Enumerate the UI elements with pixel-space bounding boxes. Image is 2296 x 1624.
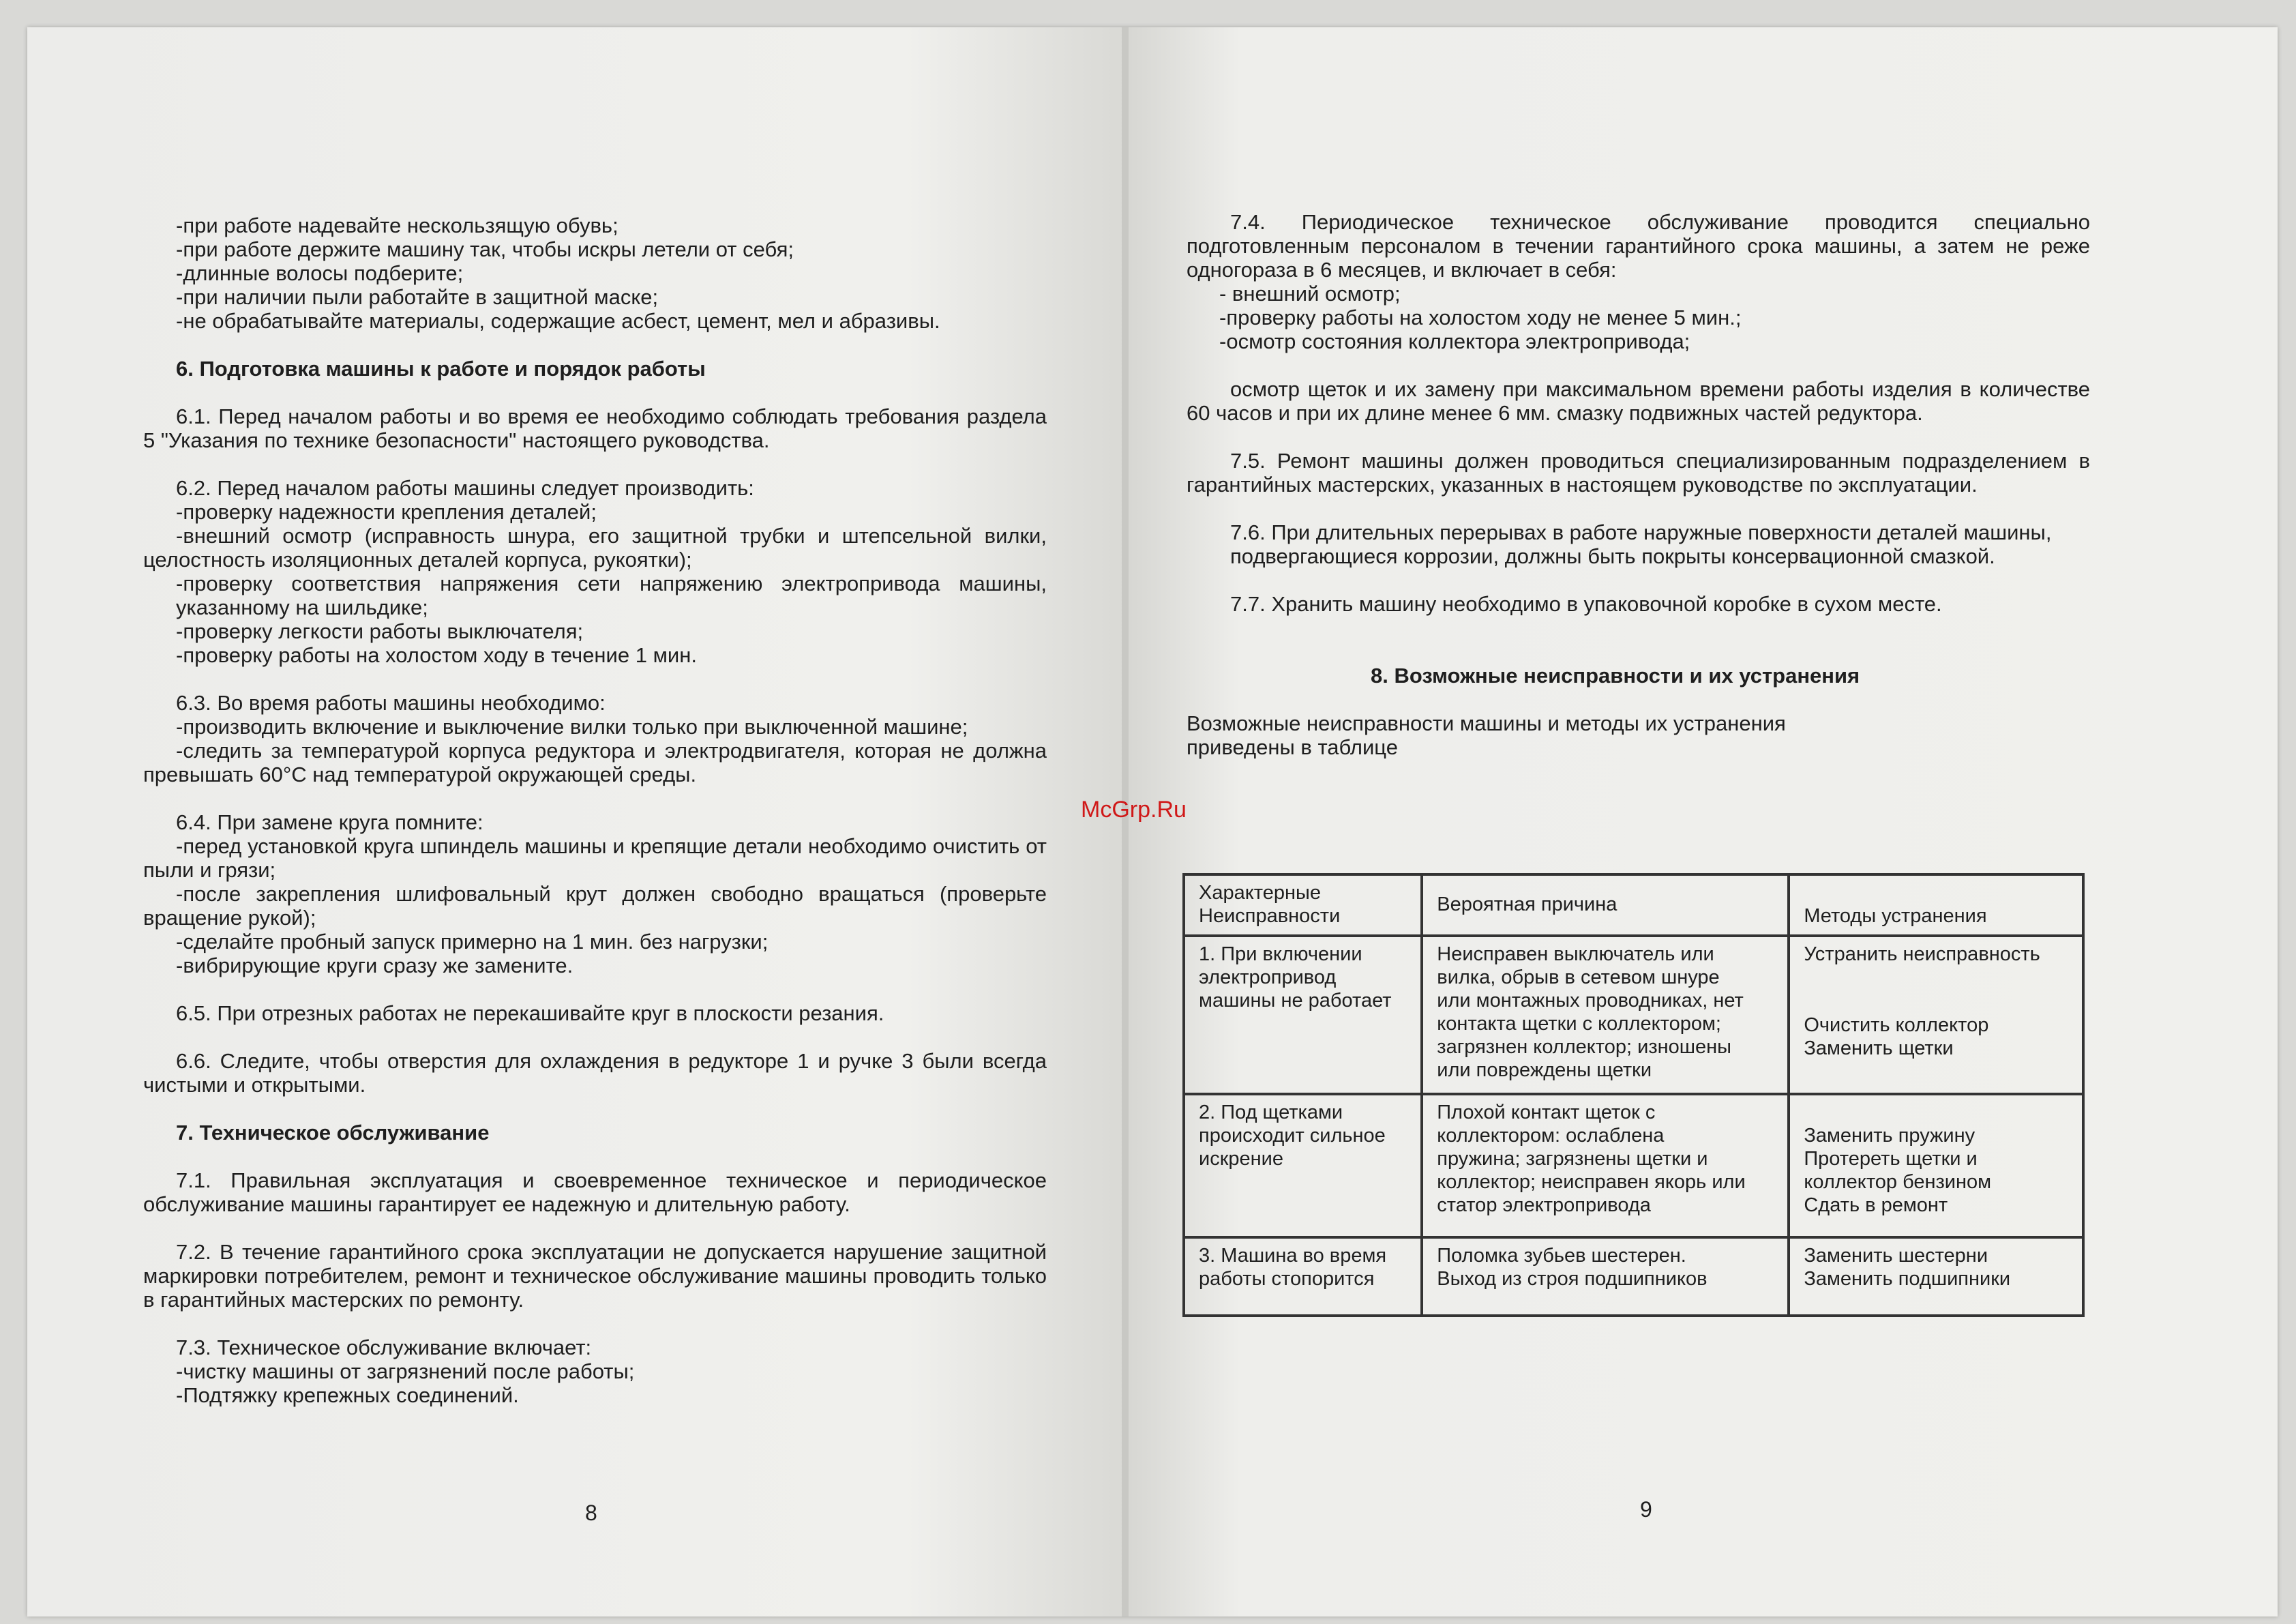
paragraph-6-1: 6.1. Перед началом работы и во время ее необходимо соблюдать требования раздела 5 "Указания по технике безопасности" настоящего руководства. [143, 404, 1047, 452]
paragraph-7-6-intro: 7.6. При длительных перерывах в работе наружные поверхности деталей машины, [1230, 520, 2052, 544]
paragraph-7-4-cont: осмотр щеток и их замену при максимальном времени работы изделия в количестве 60 часов и при их длине менее 6 мм. смазку подвижных частей редуктора. [1187, 377, 2090, 425]
table-intro: Возможные неисправности машины и методы их устранения приведены в таблице [1187, 711, 1786, 759]
paragraph-7-1: 7.1. Правильная эксплуатация и своевременное техническое и периодическое обслуживание машины гарантирует ее надежную и длительную работу. [143, 1168, 1047, 1216]
fault-cell: 1. При включении электропривод машины не работает [1184, 936, 1422, 1094]
header-cell: Методы устранения [1789, 874, 2083, 936]
list-item: -проверку работы на холостом ходу не менее 5 мин.; [1219, 306, 1742, 329]
right-page-text [1187, 210, 2090, 759]
list-item: - внешний осмотр; [1219, 282, 1401, 306]
list-item: -проверку соответствия напряжения сети напряжению электропривода машины, указанному на шильдике; [176, 572, 1047, 619]
table-row [1184, 1237, 2083, 1316]
fault-cell: 3. Машина во время работы стопорится [1184, 1237, 1422, 1316]
list-item: -осмотр состояния коллектора электропривода; [1219, 329, 1690, 353]
watermark: McGrp.Ru [1081, 797, 1187, 823]
list-item: -сделайте пробный запуск примерно на 1 мин. без нагрузки; [176, 930, 769, 954]
list-item: -после закрепления шлифовальный крут должен свободно вращаться (проверьте вращение рукой); [143, 882, 1047, 930]
section-8-title: 8. Возможные неисправности и их устранения [1371, 664, 1860, 688]
page-number-right: 9 [1640, 1497, 1652, 1522]
table-row [1184, 1094, 2083, 1237]
paragraph-6-5: 6.5. При отрезных работах не перекашивайте круг в плоскости резания. [176, 1001, 884, 1025]
faults-table [1182, 873, 2085, 1317]
list-item: -внешний осмотр (исправность шнура, его защитной трубки и штепсельной вилки, целостность изоляционных деталей корпуса, рукоятки); [143, 524, 1047, 572]
safety-line: -не обрабатывайте материалы, содержащие асбест, цемент, мел и абразивы. [176, 309, 940, 333]
left-page-text [143, 213, 1047, 1407]
safety-line: -при работе держите машину так, чтобы искры летели от себя; [176, 237, 794, 261]
section-7-title: 7. Техническое обслуживание [176, 1121, 490, 1145]
header-cell: Характерные Неисправности [1184, 874, 1422, 936]
safety-line: -длинные волосы подберите; [176, 261, 464, 285]
fix-cell: Устранить неисправность Очистить коллектор Заменить щетки [1789, 936, 2083, 1094]
paragraph-7-6-cont: подвергающиеся коррозии, должны быть покрыты консервационной смазкой. [1230, 544, 1995, 568]
safety-line: -при работе надевайте нескользящую обувь; [176, 213, 618, 237]
list-item: -проверку надежности крепления деталей; [176, 500, 597, 524]
page-number-left: 8 [585, 1501, 597, 1525]
table-row [1184, 936, 2083, 1094]
paragraph-7-2: 7.2. В течение гарантийного срока эксплуатации не допускается нарушение защитной маркировки потребителем, ремонт и техническое обслуживание машины проводить только в гарантийных мастерских по ремонту. [143, 1240, 1047, 1312]
fix-cell: Заменить шестерни Заменить подшипники [1789, 1237, 2083, 1316]
list-item: -проверку работы на холостом ходу в течение 1 мин. [176, 643, 697, 667]
list-item: -вибрирующие круги сразу же замените. [176, 954, 573, 977]
section-6-title: 6. Подготовка машины к работе и порядок работы [176, 357, 706, 381]
list-item: -чистку машины от загрязнений после работы; [176, 1359, 635, 1383]
cause-cell: Плохой контакт щеток с коллектором: ослаблена пружина; загрязнены щетки и коллектор; неисправен якорь или статор электропривода [1422, 1094, 1789, 1237]
fault-cell: 2. Под щетками происходит сильное искрение [1184, 1094, 1422, 1237]
fix-cell: Заменить пружину Протереть щетки и коллектор бензином Сдать в ремонт [1789, 1094, 2083, 1237]
list-item: -следить за температурой корпуса редуктора и электродвигателя, которая не должна превышать 60°С над температурой окружающей среды. [143, 739, 1047, 786]
paragraph-7-5: 7.5. Ремонт машины должен проводиться специализированным подразделением в гарантийных мастерских, указанных в настоящем руководстве по эксплуатации. [1187, 449, 2090, 497]
list-item: -перед установкой круга шпиндель машины и крепящие детали необходимо очистить от пыли и грязи; [143, 834, 1047, 882]
list-item: -производить включение и выключение вилки только при выключенной машине; [176, 715, 968, 739]
header-cell: Вероятная причина [1422, 874, 1789, 936]
paragraph-6-2-intro: 6.2. Перед началом работы машины следует производить: [176, 476, 754, 500]
paragraph-7-3-intro: 7.3. Техническое обслуживание включает: [176, 1335, 592, 1359]
cause-cell: Неисправен выключатель или вилка, обрыв в сетевом шнуре или монтажных проводниках, нет контакта щетки с коллектором; загрязнен коллектор; изношены или повреждены щетки [1422, 936, 1789, 1094]
safety-line: -при наличии пыли работайте в защитной маске; [176, 285, 659, 309]
paragraph-6-6: 6.6. Следите, чтобы отверстия для охлаждения в редукторе 1 и ручке 3 были всегда чистыми и открытыми. [143, 1049, 1047, 1097]
paragraph-7-7: 7.7. Хранить машину необходимо в упаковочной коробке в сухом месте. [1230, 592, 1942, 616]
list-item: -Подтяжку крепежных соединений. [176, 1383, 519, 1407]
cause-cell: Поломка зубьев шестерен. Выход из строя подшипников [1422, 1237, 1789, 1316]
paragraph-6-4-intro: 6.4. При замене круга помните: [176, 810, 483, 834]
paragraph-6-3-intro: 6.3. Во время работы машины необходимо: [176, 691, 606, 715]
table-header-row [1184, 874, 2083, 936]
paragraph-7-4-intro: 7.4. Периодическое техническое обслуживание проводится специально подготовленным персоналом в течении гарантийного срока машины, а затем не реже одногораза в 6 месяцев, и включает в себя: [1187, 210, 2090, 282]
list-item: -проверку легкости работы выключателя; [176, 619, 584, 643]
